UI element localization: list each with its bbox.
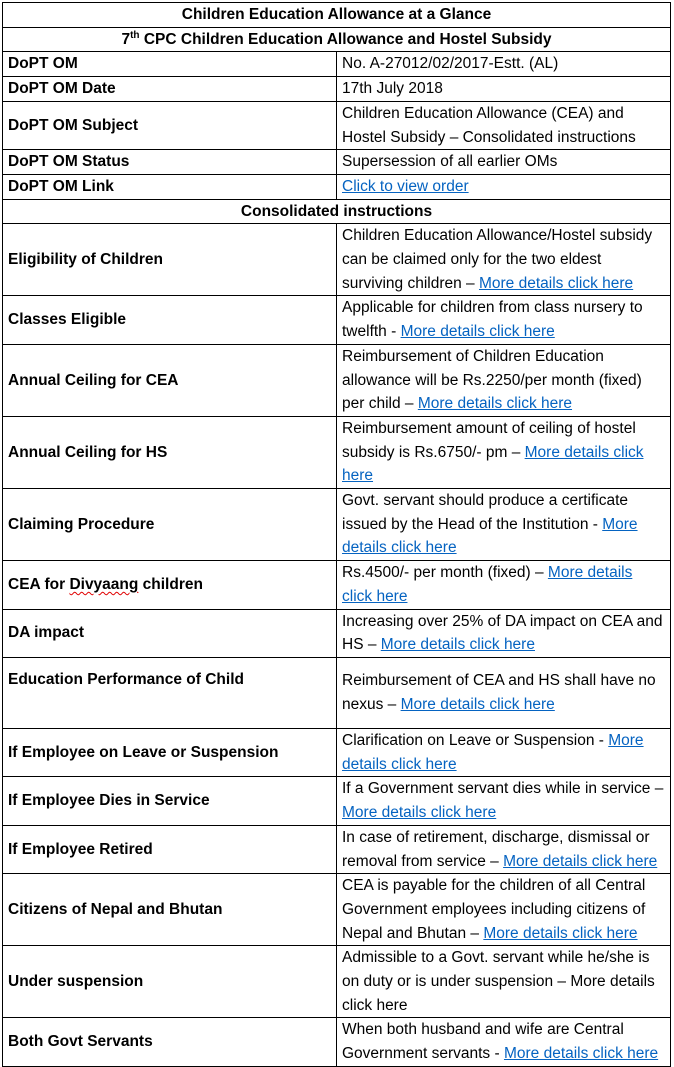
row-text-ceiling-cea: Reimbursement of Children Education allowance will be Rs.2250/per month (fixed) per child – More details click here [337, 344, 671, 416]
row-label-eligibility: Eligibility of Children [3, 224, 337, 296]
more-details-link[interactable]: More details click here [342, 564, 633, 605]
om-link-cell [337, 174, 671, 199]
more-details-link[interactable]: More details click here [380, 636, 535, 654]
section-title: Consolidated instructions [3, 199, 671, 224]
row-label-retired: If Employee Retired [3, 825, 337, 873]
om-date-value: 17th July 2018 [337, 77, 671, 102]
row-label-leave: If Employee on Leave or Suspension [3, 728, 337, 776]
view-order-link[interactable]: Click to view order [342, 177, 469, 195]
row-label-ceiling-hs: Annual Ceiling for HS [3, 416, 337, 488]
row-label-divyaang: CEA for Divyaang children [3, 561, 337, 609]
row-text-eligibility: Children Education Allowance/Hostel subsidy can be claimed only for the two eldest surviving children – More details click here [337, 224, 671, 296]
row-text-claiming: Govt. servant should produce a certificate issued by the Head of the Institution - More details click here [337, 489, 671, 561]
more-details-link[interactable]: More details click here [503, 852, 658, 870]
more-details-link[interactable]: More details click here [417, 395, 573, 413]
row-label-classes: Classes Eligible [3, 296, 337, 344]
more-details-link[interactable]: More details click here [400, 695, 555, 713]
row-label-claiming: Claiming Procedure [3, 489, 337, 561]
more-details-link[interactable]: More details click here [483, 924, 638, 942]
row-text-classes: Applicable for children from class nursery to twelfth - More details click here [337, 296, 671, 344]
row-label-dies: If Employee Dies in Service [3, 777, 337, 825]
om-number-label: DoPT OM [3, 52, 337, 77]
cea-table [2, 2, 671, 1067]
more-details-link[interactable]: More details click here [342, 515, 638, 557]
row-text-divyaang: Rs.4500/- per month (fixed) – More details click here [337, 561, 671, 609]
row-text-ceiling-hs: Reimbursement amount of ceiling of hostel subsidy is Rs.6750/- pm – More details click here [337, 416, 671, 488]
row-text-da-impact: Increasing over 25% of DA impact on CEA and HS – More details click here [337, 609, 671, 657]
om-link-label: DoPT OM Link [3, 174, 337, 199]
om-status-label: DoPT OM Status [3, 150, 337, 175]
row-text-performance: Reimbursement of CEA and HS shall have no nexus – More details click here [337, 657, 671, 728]
more-details-link[interactable]: More details click here [400, 323, 555, 341]
om-number-value: No. A-27012/02/2017-Estt. (AL) [337, 52, 671, 77]
more-details-link[interactable]: More details click here [342, 731, 644, 773]
om-subject-value: Children Education Allowance (CEA) and Hostel Subsidy – Consolidated instructions [337, 101, 671, 149]
row-text-suspension: Admissible to a Govt. servant while he/she is on duty or is under suspension – More details click here [337, 946, 671, 1018]
row-label-performance: Education Performance of Child [3, 657, 337, 728]
om-subject-label: DoPT OM Subject [3, 101, 337, 149]
more-details-link[interactable]: More details click here [503, 1045, 659, 1063]
row-text-nepal-bhutan: CEA is payable for the children of all Central Government employees including citizens of Nepal and Bhutan – More details click here [337, 874, 671, 946]
more-details-link[interactable]: More details click here [342, 443, 644, 485]
om-date-label: DoPT OM Date [3, 77, 337, 102]
row-label-suspension: Under suspension [3, 946, 337, 1018]
row-text-both-govt: When both husband and wife are Central Government servants - More details click here [337, 1018, 671, 1066]
row-label-nepal-bhutan: Citizens of Nepal and Bhutan [3, 874, 337, 946]
row-label-ceiling-cea: Annual Ceiling for CEA [3, 344, 337, 416]
row-text-retired: In case of retirement, discharge, dismissal or removal from service – More details click here [337, 825, 671, 873]
row-text-leave: Clarification on Leave or Suspension - More details click here [337, 728, 671, 776]
row-label-da-impact: DA impact [3, 609, 337, 657]
om-status-value: Supersession of all earlier OMs [337, 150, 671, 175]
row-text-dies: If a Government servant dies while in service – More details click here [337, 777, 671, 825]
more-details-link[interactable]: More details click here [478, 274, 634, 292]
more-details-link[interactable]: More details click here [342, 804, 497, 822]
table-subtitle: 7th CPC Children Education Allowance and Hostel Subsidy [3, 27, 671, 52]
table-title: Children Education Allowance at a Glance [3, 3, 671, 28]
row-label-both-govt: Both Govt Servants [3, 1018, 337, 1066]
